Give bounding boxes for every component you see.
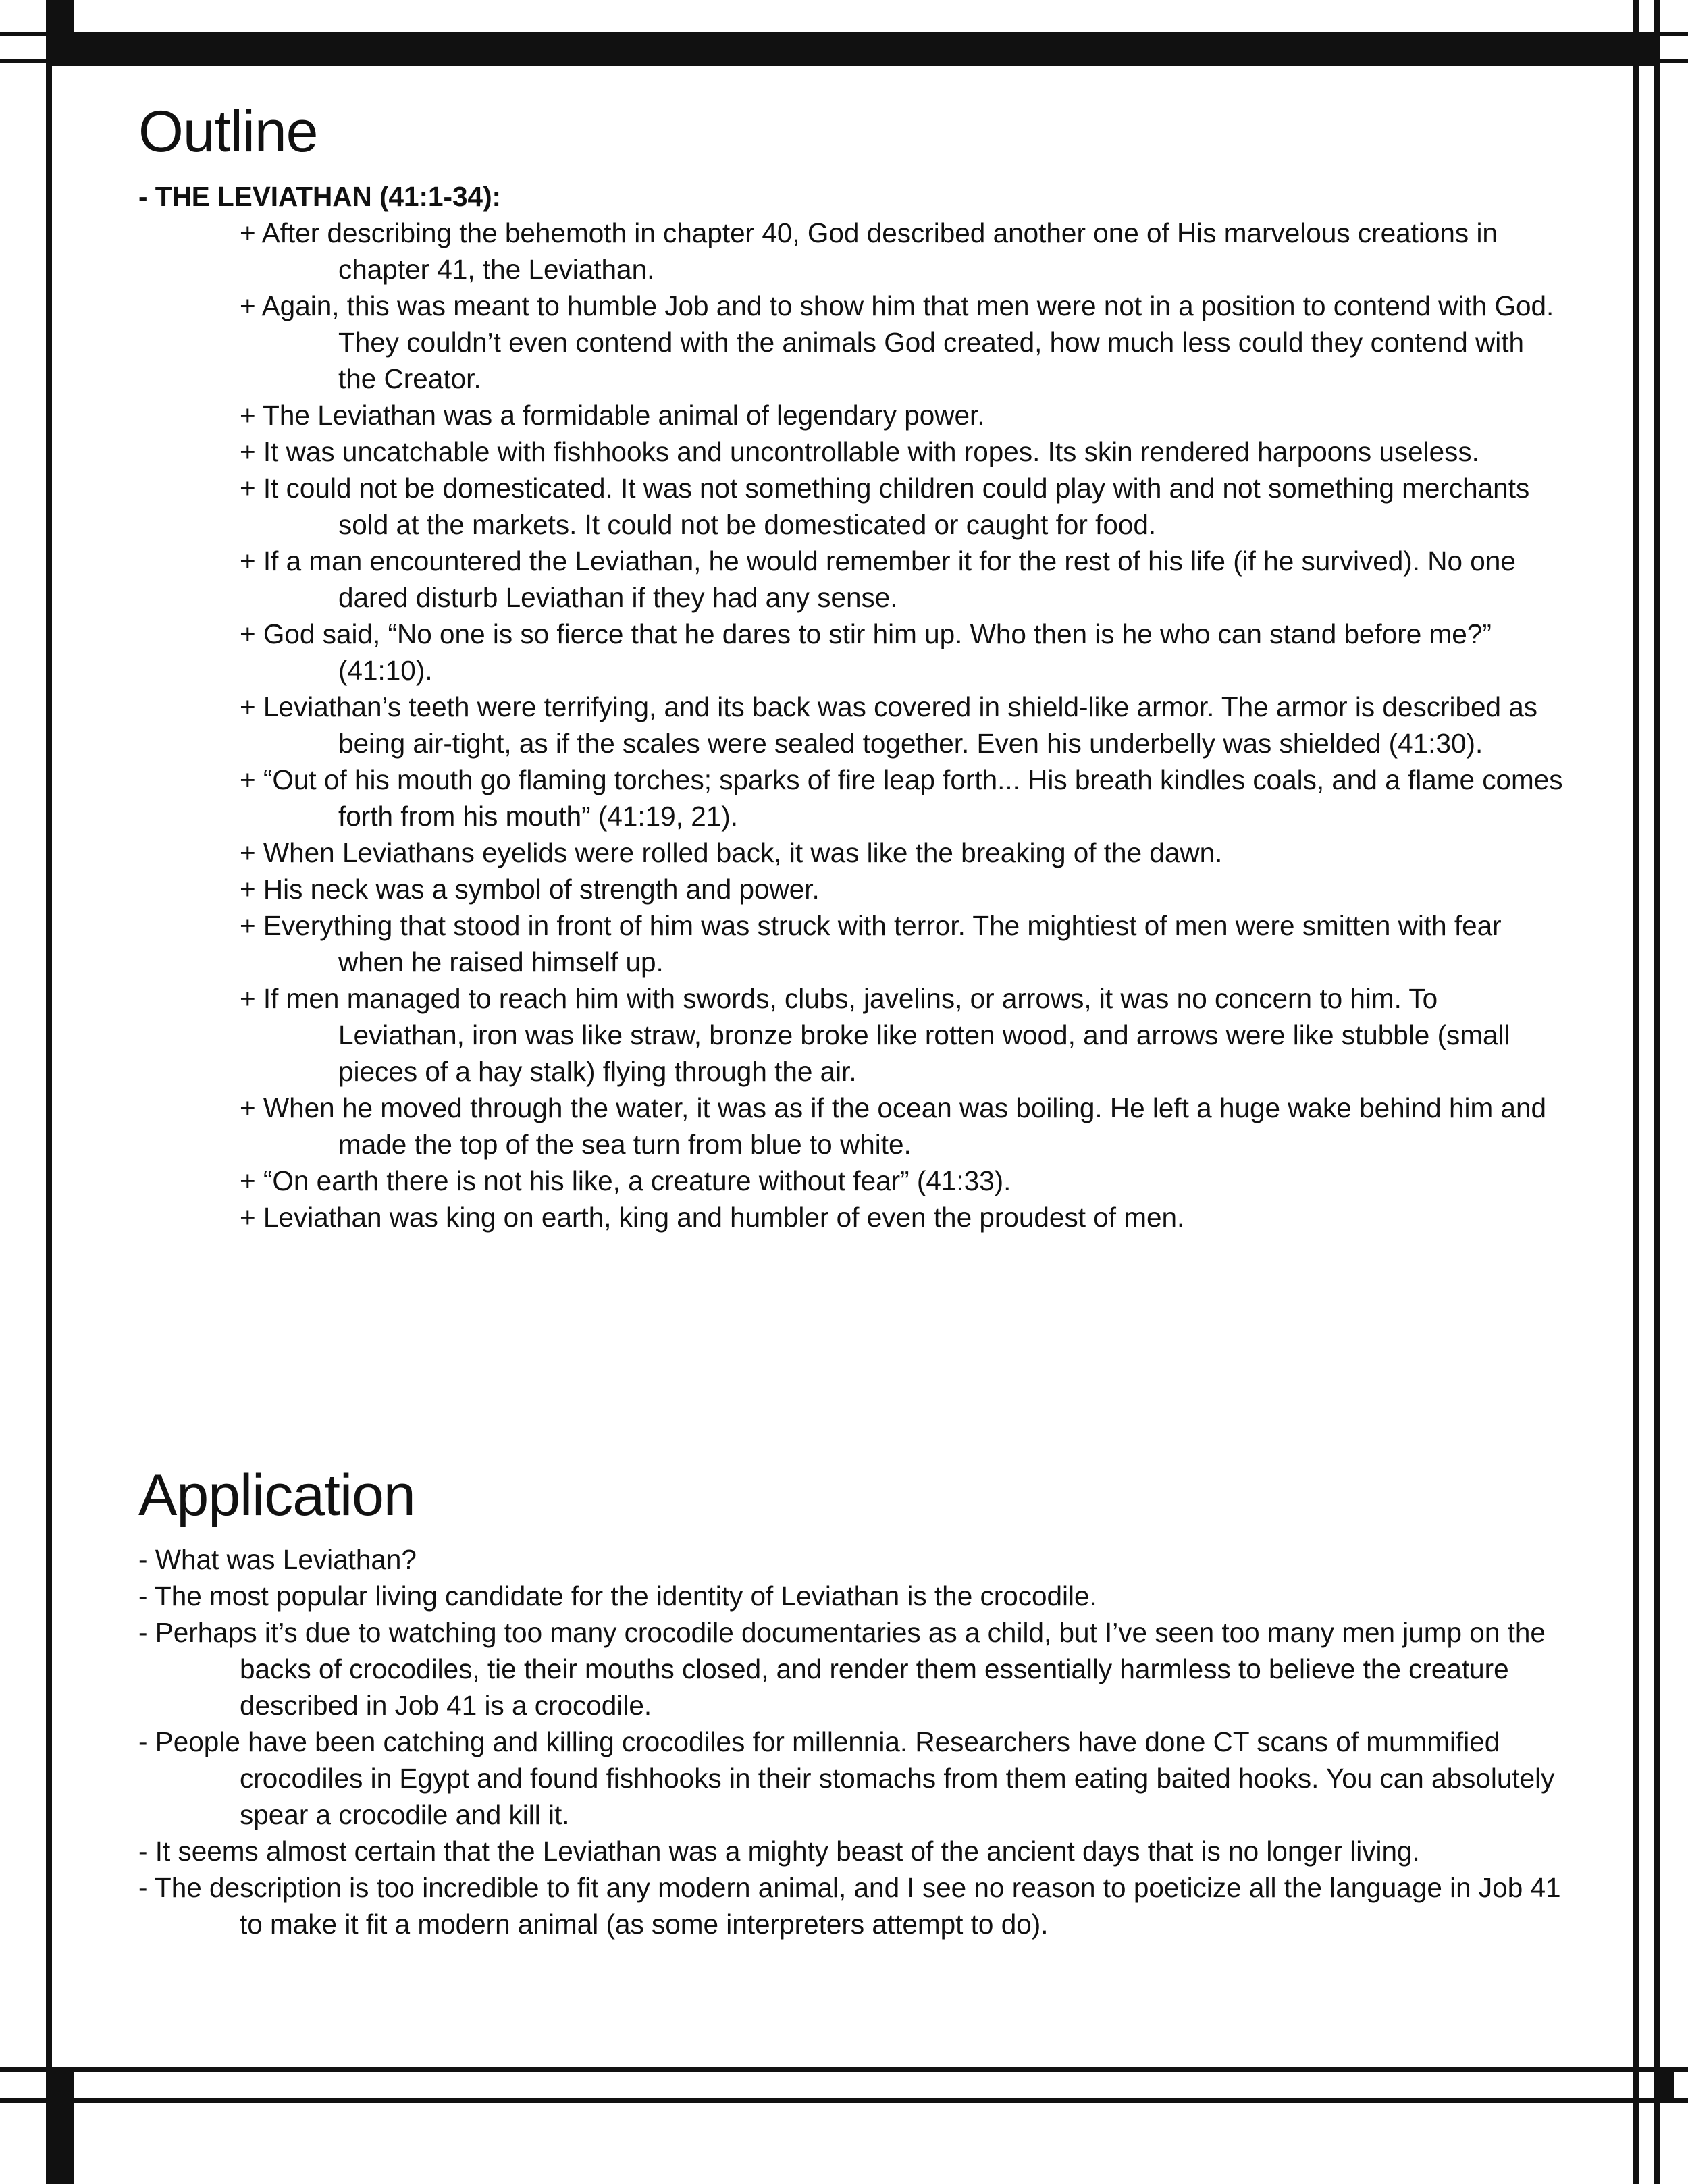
outline-item: + “On earth there is not his like, a creature without fear” (41:33). (240, 1165, 1011, 1196)
outline-item: + If a man encountered the Leviathan, he would remember it for the rest of his life (if he survived). No one dared disturb Leviathan if they had any sense. (240, 545, 1516, 613)
application-item: - People have been catching and killing crocodiles for millennia. Researchers have done CT scans of mummified crocodiles in Egypt and found fishhooks in their stomachs from them eating baited hooks. You can absolutely spear a crocodile and kill it. (138, 1726, 1555, 1830)
outline-item: + Leviathan’s teeth were terrifying, and its back was covered in shield-like armor. The armor is described as being air-tight, as if the scales were sealed together. Even his underbelly was shielded (41:30). (240, 691, 1538, 759)
outline-item: + When Leviathans eyelids were rolled back, it was like the breaking of the dawn. (240, 837, 1223, 868)
application-section (138, 1541, 1563, 1942)
outline-item: + The Leviathan was a formidable animal of legendary power. (240, 400, 985, 431)
right-border-line-outer (1654, 0, 1660, 2184)
bottom-border-line-lower (0, 2098, 1688, 2103)
outline-item: + Again, this was meant to humble Job and to show him that men were not in a position to contend with God. They couldn’t even contend with the animals God created, how much less could they contend with the Creator. (240, 290, 1554, 394)
outline-section (138, 178, 1563, 1235)
application-item: - The description is too incredible to fit any modern animal, and I see no reason to poeticize all the language in Job 41 to make it fit a modern animal (as some interpreters attempt to do). (138, 1872, 1561, 1940)
outline-title: Outline (138, 99, 318, 164)
outline-item: + It was uncatchable with fishhooks and uncontrollable with ropes. Its skin rendered harpoons useless. (240, 436, 1479, 467)
outline-item: + Everything that stood in front of him was struck with terror. The mightiest of men were smitten with fear when he raised himself up. (240, 910, 1502, 978)
outline-item: + After describing the behemoth in chapter 40, God described another one of His marvelous creations in chapter 41, the Leviathan. (240, 217, 1498, 285)
outline-item: + His neck was a symbol of strength and power. (240, 874, 820, 905)
top-border-line (0, 32, 1688, 36)
outline-item: + It could not be domesticated. It was not something children could play with and not something merchants sold at the markets. It could not be domesticated or caught for food. (240, 473, 1530, 540)
application-item: - Perhaps it’s due to watching too many crocodile documentaries as a child, but I’ve seen too many men jump on the backs of crocodiles, tie their mouths closed, and render them essentially harmless to believe the creature described in Job 41 is a crocodile. (138, 1617, 1546, 1721)
application-item: - The most popular living candidate for the identity of Leviathan is the crocodile. (138, 1580, 1097, 1612)
left-border-corner-top (46, 0, 74, 66)
outline-item: + Leviathan was king on earth, king and humbler of even the proudest of men. (240, 1202, 1185, 1233)
outline-heading: - THE LEVIATHAN (41:1-34): (138, 181, 502, 212)
left-border-line (46, 0, 52, 2184)
outline-item: + “Out of his mouth go flaming torches; sparks of fire leap forth... His breath kindles coals, and a flame comes forth from his mouth” (41:19, 21). (240, 764, 1563, 832)
left-border-corner-bottom (46, 2067, 74, 2184)
right-border-corner-top (1633, 32, 1660, 66)
application-item: - What was Leviathan? (138, 1544, 417, 1575)
outline-item: + When he moved through the water, it was as if the ocean was boiling. He left a huge wake behind him and made the top of the sea turn from blue to white. (240, 1092, 1547, 1160)
application-title: Application (138, 1463, 415, 1528)
top-border-line-lower (0, 59, 1688, 63)
outline-item: + If men managed to reach him with swords, clubs, javelins, or arrows, it was no concern to him. To Leviathan, iron was like straw, bronze broke like rotten wood, and arrows were like stubble (small pieces of a hay stalk) flying through the air. (240, 983, 1510, 1087)
application-item: - It seems almost certain that the Leviathan was a mighty beast of the ancient days that is no longer living. (138, 1836, 1420, 1867)
bottom-border-line (0, 2067, 1688, 2072)
right-border-line-inner (1633, 0, 1639, 2184)
outline-item: + God said, “No one is so fierce that he dares to stir him up. Who then is he who can stand before me?” (41:10). (240, 618, 1492, 686)
